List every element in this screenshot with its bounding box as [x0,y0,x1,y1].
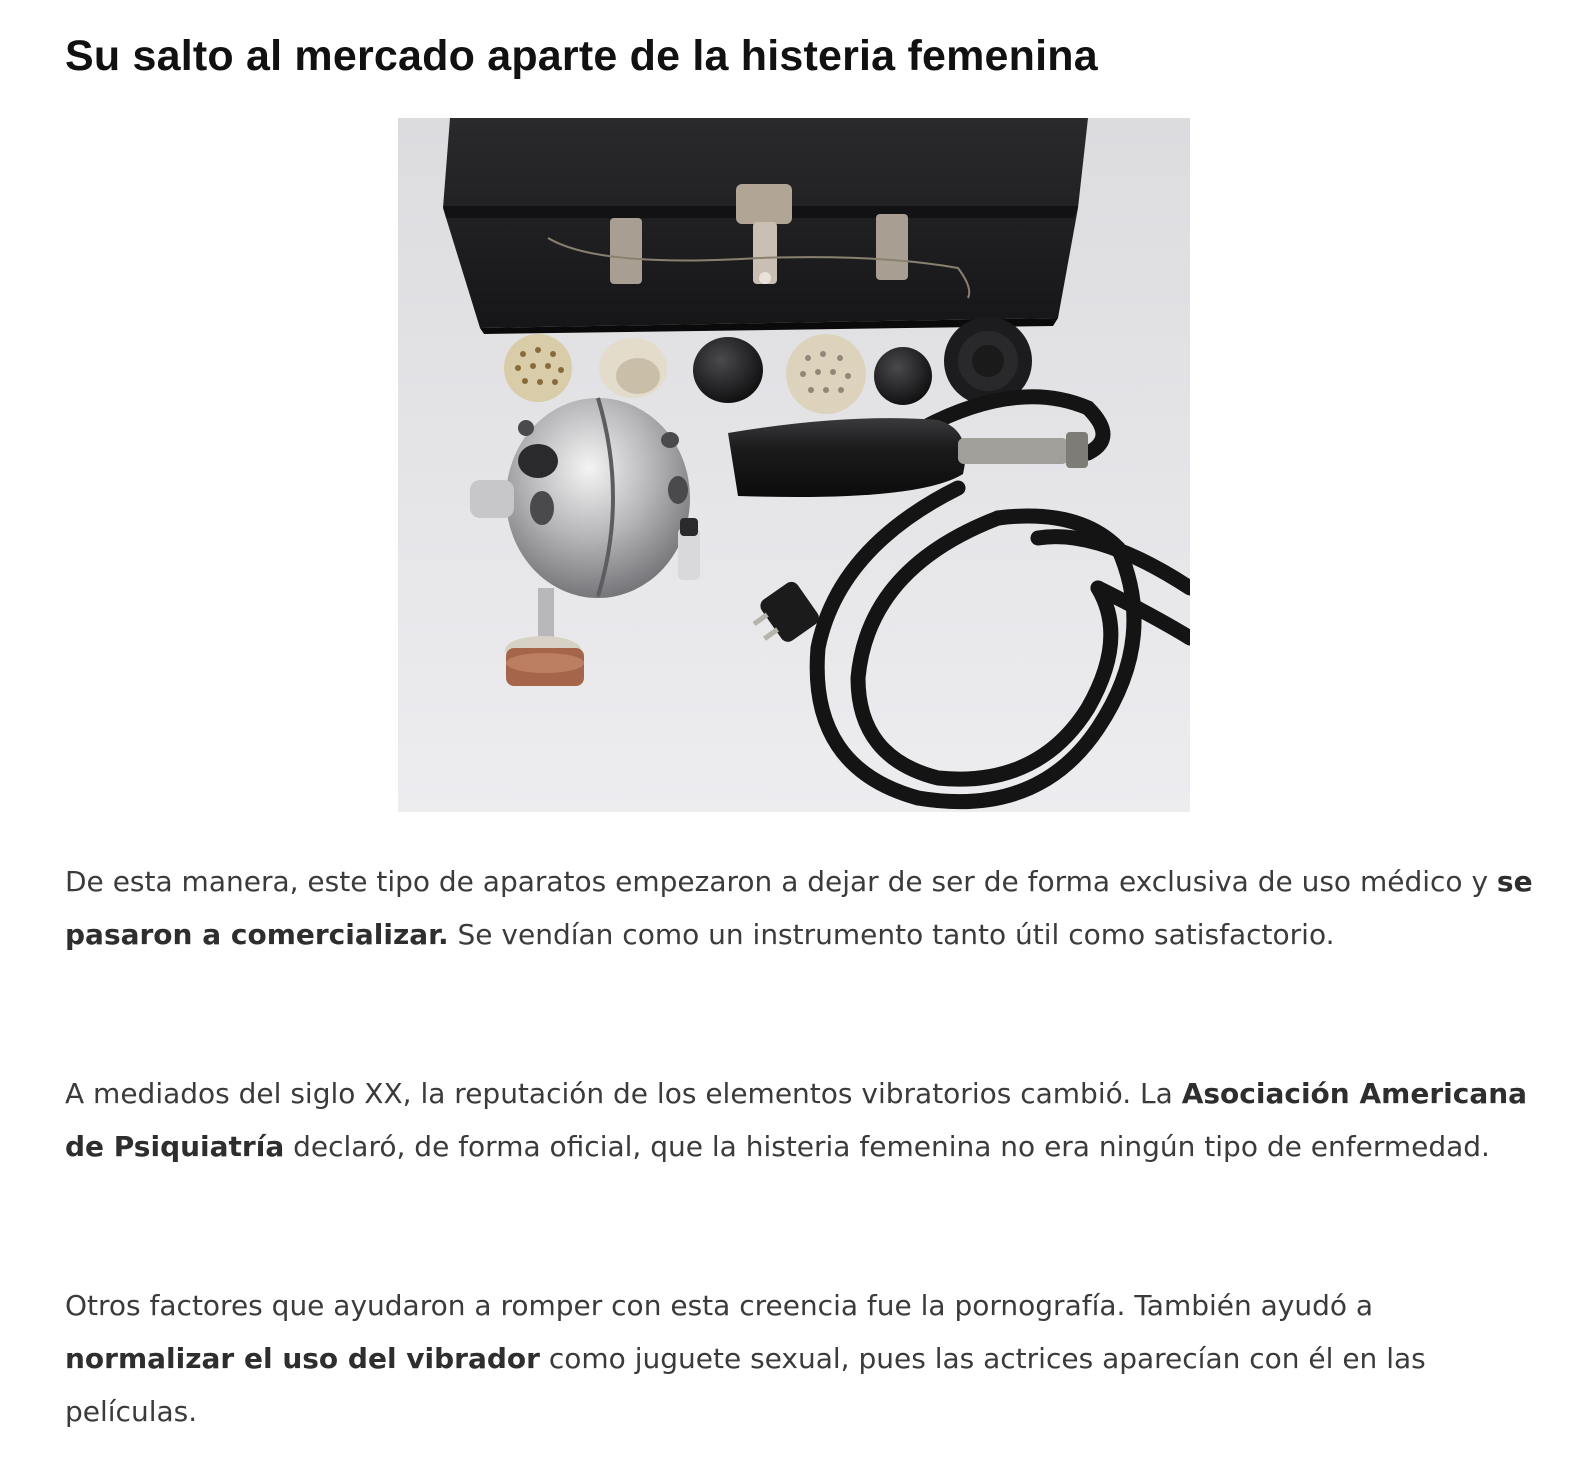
paragraph-2-text-end: declaró, de forma oficial, que la histeria femenina no era ningún tipo de enfermedad. [284,1130,1490,1163]
paragraph-3-text-end: como juguete sexual, pues las actrices aparecían con él en las películas. [65,1342,1426,1428]
section-heading: Su salto al mercado aparte de la histeria femenina [65,32,1098,80]
paragraph-1-emphasis: se pasaron a comercializar. [65,865,1533,951]
paragraph-2-emphasis: Asociación Americana de Psiquiatría [65,1077,1528,1163]
paragraph-2 [65,1067,1545,1173]
paragraph-3-emphasis: normalizar el uso del vibrador [65,1342,540,1375]
article [65,0,1545,1428]
paragraph-1-text: De esta manera, este tipo de aparatos empezaron a dejar de ser de forma exclusiva de uso médico y [65,865,1497,898]
paragraph-1-text-end: Se vendían como un instrumento tanto útil como satisfactorio. [448,918,1335,951]
paragraph-2-text: A mediados del siglo XX, la reputación de los elementos vibratorios cambió. La [65,1077,1182,1110]
paragraph-1 [65,855,1545,961]
vintage-vibrator-photo [398,118,1190,812]
paragraph-3 [65,1279,1545,1438]
paragraph-3-text: Otros factores que ayudaron a romper con esta creencia fue la pornografía. También ayudó a [65,1289,1374,1322]
